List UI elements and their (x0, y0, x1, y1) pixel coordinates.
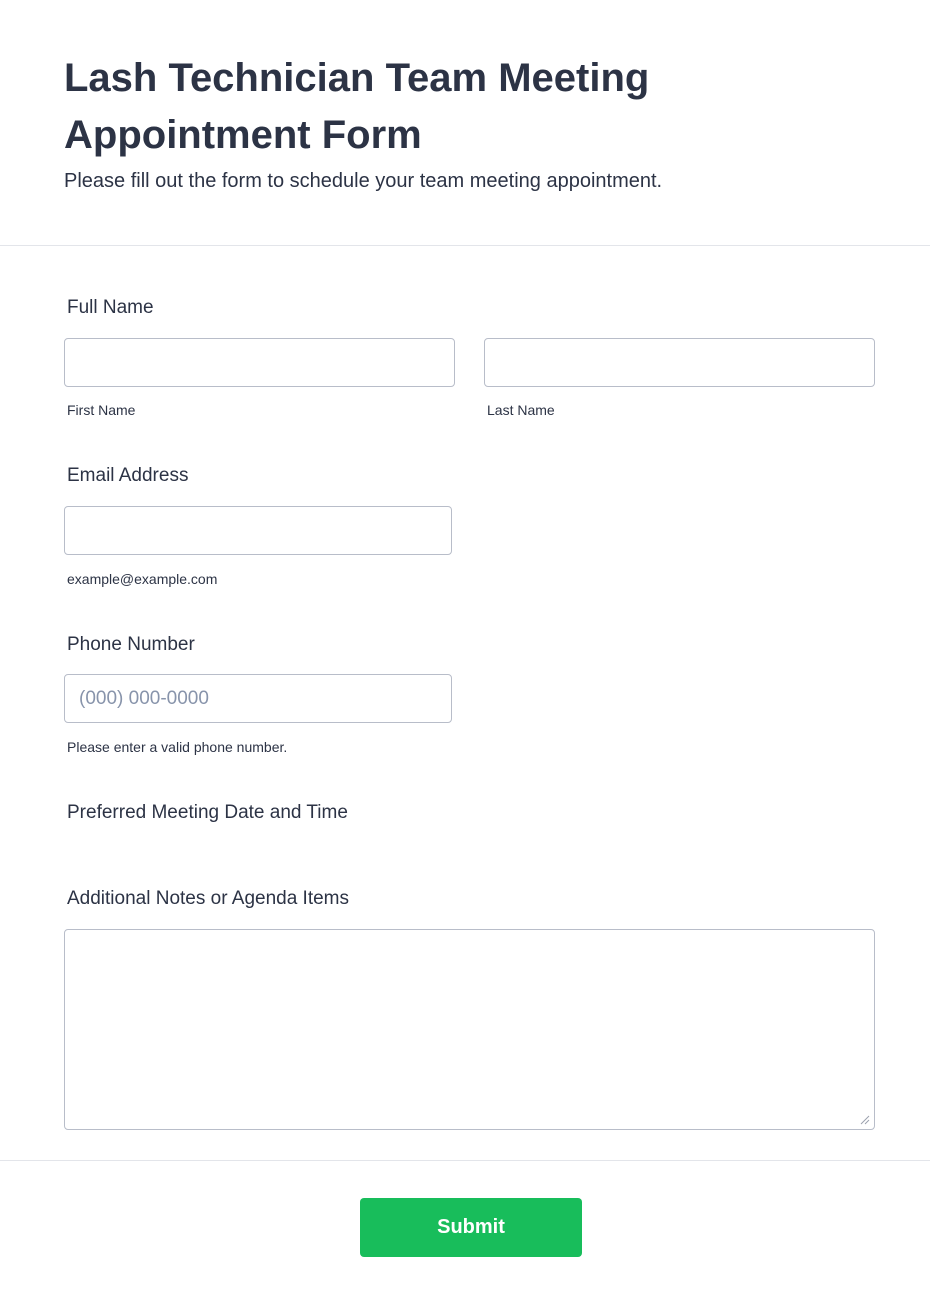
phone-label: Phone Number (67, 634, 195, 655)
last-name-input[interactable] (484, 338, 875, 387)
phone-input[interactable] (64, 674, 452, 723)
email-sublabel: example@example.com (67, 571, 218, 587)
footer-divider (0, 1160, 930, 1161)
email-input[interactable] (64, 506, 452, 555)
meeting-datetime-label: Preferred Meeting Date and Time (67, 802, 348, 823)
resize-handle-icon[interactable] (858, 1113, 870, 1125)
last-name-sublabel: Last Name (487, 402, 555, 418)
form-subtitle: Please fill out the form to schedule your team meeting appointment. (64, 170, 663, 192)
notes-textarea[interactable] (64, 929, 875, 1130)
submit-button[interactable]: Submit (360, 1198, 582, 1257)
form-header (0, 0, 930, 246)
form-title: Lash Technician Team Meeting Appointment Form (64, 56, 650, 157)
notes-label: Additional Notes or Agenda Items (67, 888, 350, 909)
full-name-label: Full Name (67, 297, 154, 318)
phone-sublabel: Please enter a valid phone number. (67, 739, 288, 755)
first-name-sublabel: First Name (67, 402, 136, 418)
first-name-input[interactable] (64, 338, 455, 387)
email-label: Email Address (67, 465, 189, 486)
